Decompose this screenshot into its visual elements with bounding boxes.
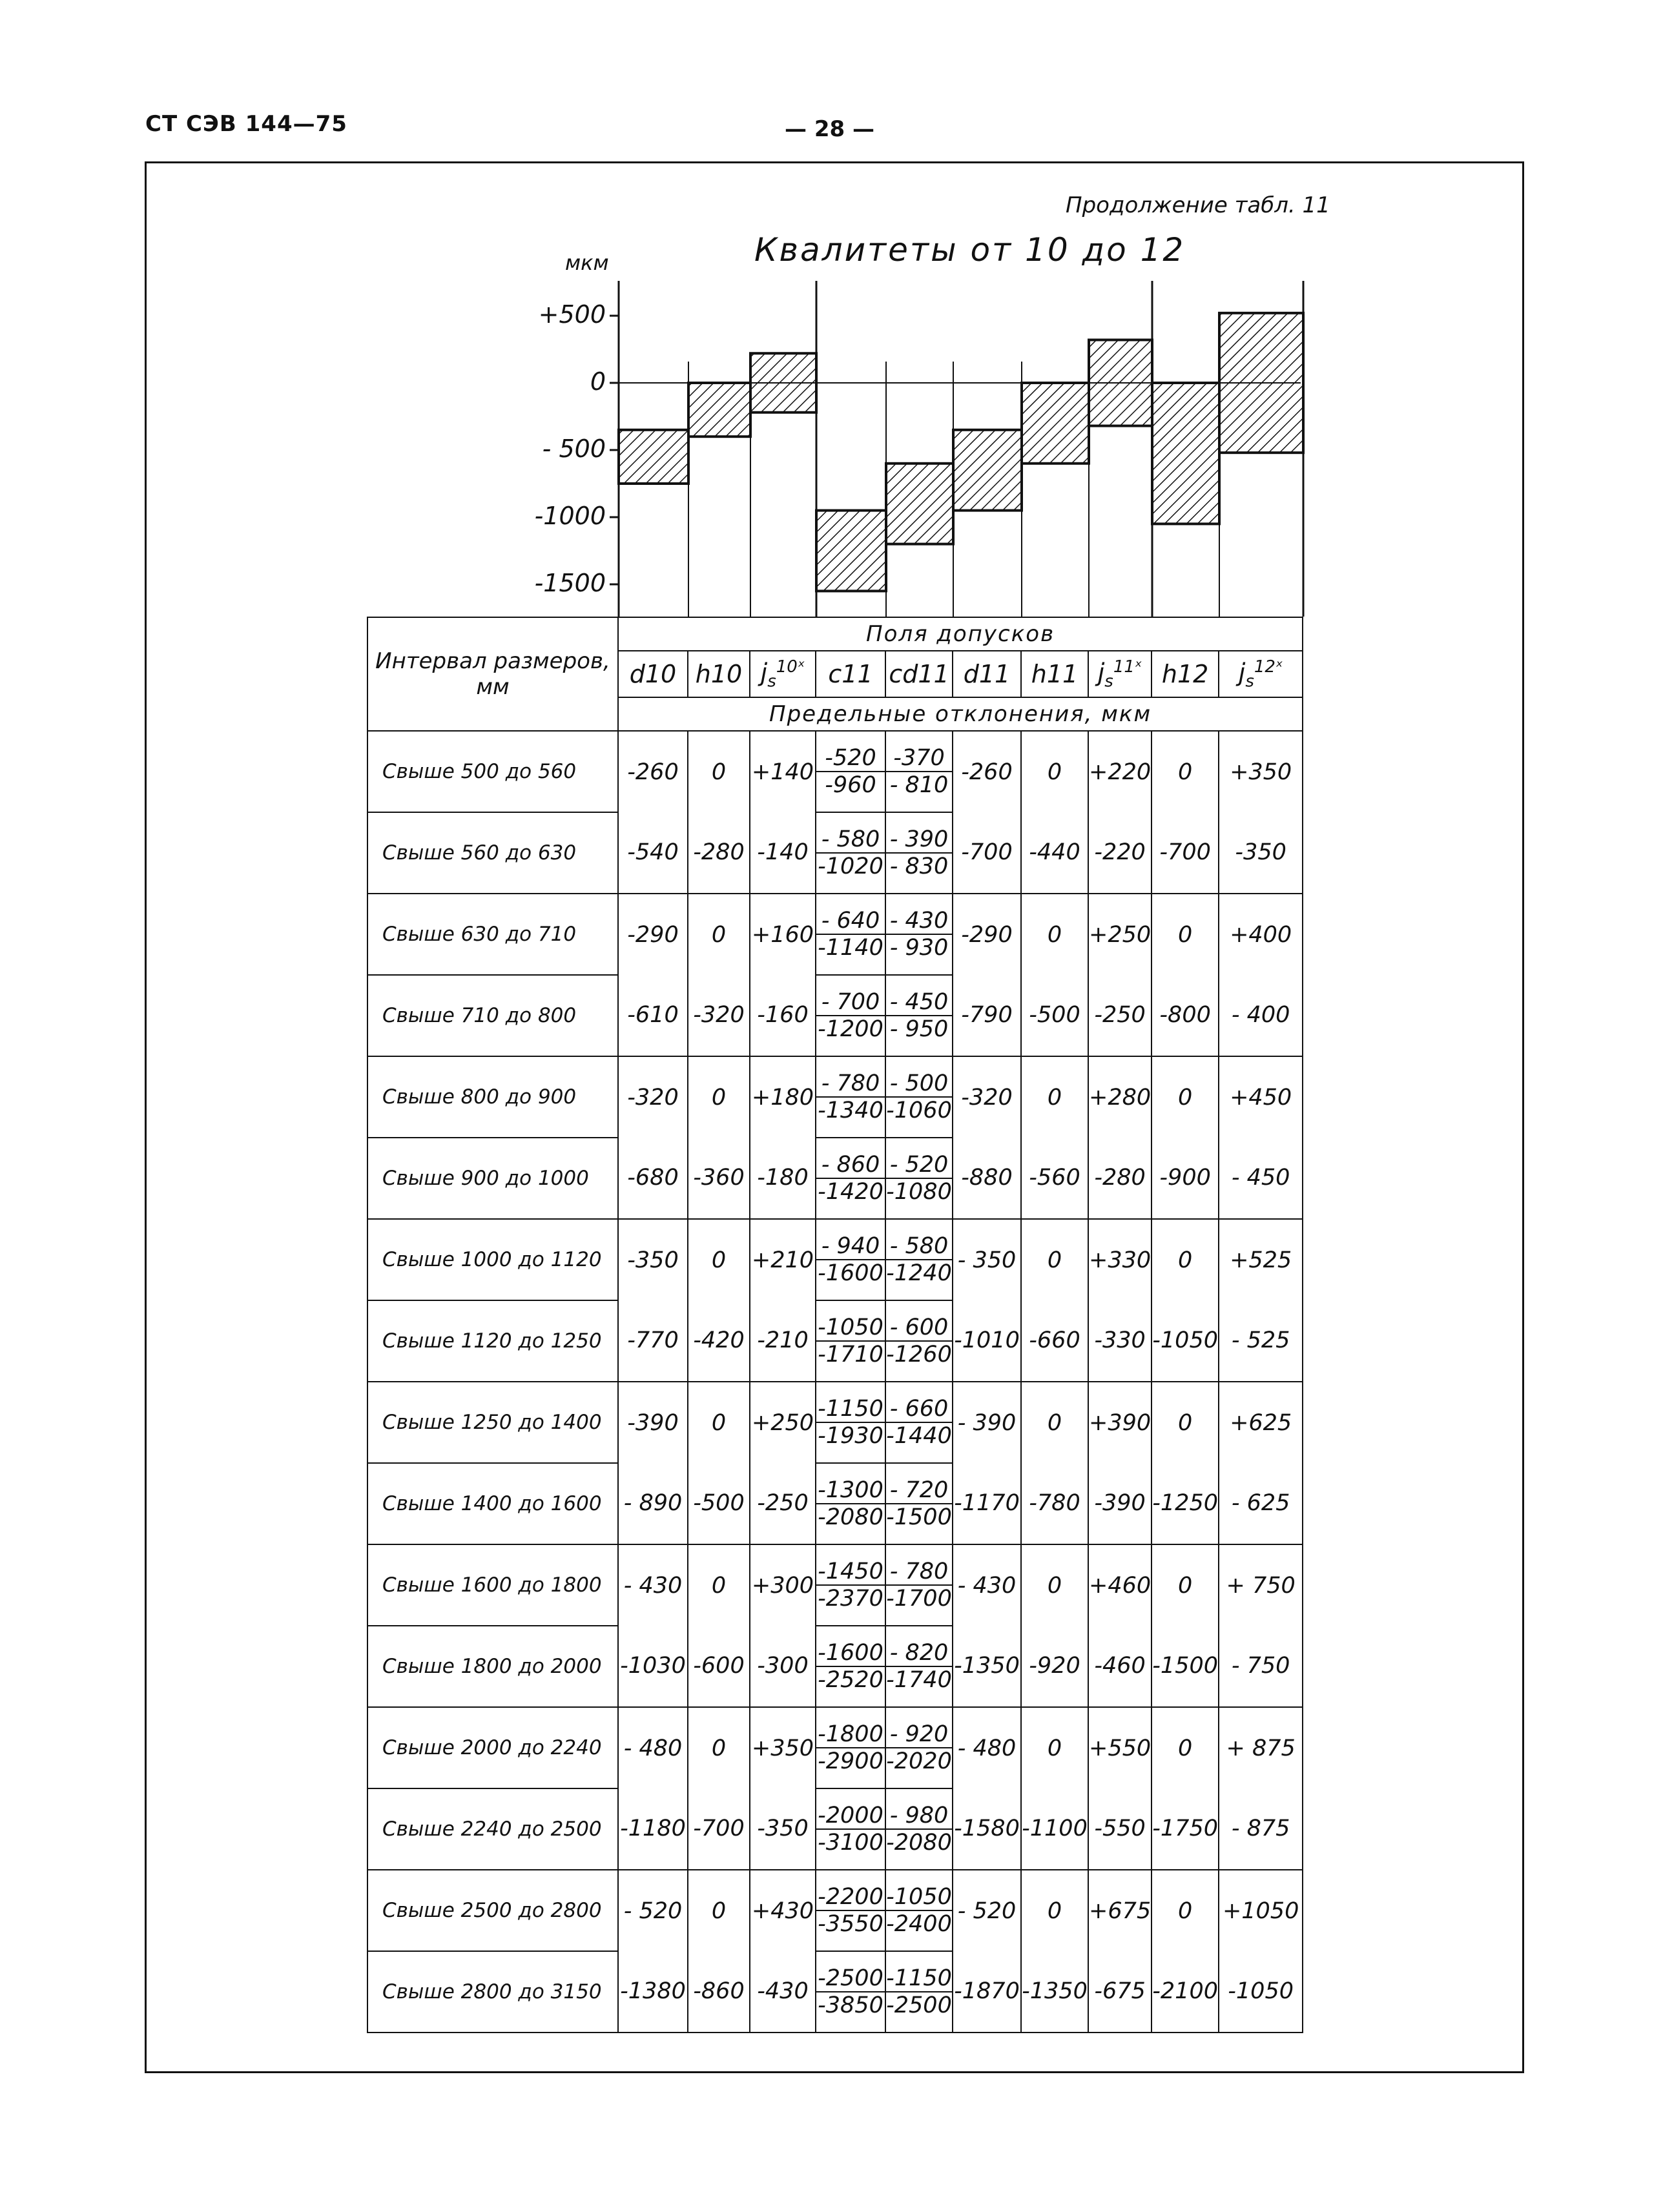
deviation-js10: +180 -180 xyxy=(750,1056,816,1219)
deviation-h12: 0 -900 xyxy=(1152,1056,1219,1219)
deviation-js10: +210 -210 xyxy=(750,1219,816,1382)
deviation-js12: + 750 - 750 xyxy=(1219,1544,1303,1707)
deviation-cd11: - 920 -2020 xyxy=(885,1707,953,1788)
deviation-c11: -520 -960 xyxy=(816,731,885,812)
deviation-js12: +350 -350 xyxy=(1219,731,1303,894)
deviation-h11: 0 -1100 xyxy=(1021,1707,1088,1870)
deviation-c11: - 580 -1020 xyxy=(816,812,885,894)
deviation-d10: -390 - 890 xyxy=(618,1382,688,1544)
field-name: h12 xyxy=(1152,651,1219,697)
deviation-cd11: - 780 -1700 xyxy=(885,1544,953,1626)
field-name: d10 xyxy=(618,651,688,697)
y-tick-label: +500 xyxy=(538,300,606,329)
deviation-d10: - 430 -1030 xyxy=(618,1544,688,1707)
deviation-h12: 0 -800 xyxy=(1152,894,1219,1056)
field-name: c11 xyxy=(816,651,885,697)
deviation-js11: +390 -390 xyxy=(1088,1382,1152,1544)
deviation-js10: +350 -350 xyxy=(750,1707,816,1870)
field-name: h11 xyxy=(1021,651,1088,697)
deviation-h10: 0 -700 xyxy=(688,1707,750,1870)
deviation-h11: 0 -660 xyxy=(1021,1219,1088,1382)
deviation-js12: +1050 -1050 xyxy=(1219,1870,1303,2033)
table-row xyxy=(367,1870,1303,1951)
tolerance-table xyxy=(367,617,1303,2033)
tolerance-band-d10 xyxy=(619,430,688,484)
field-name: $j_s^{10ˣ}$ xyxy=(750,651,816,697)
size-range: Свыше 630 до 710 xyxy=(367,894,618,975)
deviation-d10: -290 -610 xyxy=(618,894,688,1056)
deviation-d10: -320 -680 xyxy=(618,1056,688,1219)
deviation-h11: 0 -560 xyxy=(1021,1056,1088,1219)
deviation-js11: +330 -330 xyxy=(1088,1219,1152,1382)
deviation-js12: +625 - 625 xyxy=(1219,1382,1303,1544)
field-name: cd11 xyxy=(885,651,953,697)
tolerance-band-js10 xyxy=(750,353,816,413)
deviation-c11: - 700 -1200 xyxy=(816,975,885,1056)
deviation-c11: -1050 -1710 xyxy=(816,1300,885,1382)
deviation-h12: 0 -1250 xyxy=(1152,1382,1219,1544)
tolerance-chart xyxy=(0,0,1663,620)
deviation-d11: -290 -790 xyxy=(953,894,1021,1056)
deviation-h11: 0 -500 xyxy=(1021,894,1088,1056)
table-row xyxy=(367,894,1303,975)
deviation-h12: 0 -1750 xyxy=(1152,1707,1219,1870)
table-row xyxy=(367,1056,1303,1138)
deviation-c11: -1450 -2370 xyxy=(816,1544,885,1626)
tolerance-band-h11 xyxy=(1022,383,1089,464)
deviation-c11: - 780 -1340 xyxy=(816,1056,885,1138)
deviation-c11: -2000 -3100 xyxy=(816,1788,885,1870)
deviation-h10: 0 -360 xyxy=(688,1056,750,1219)
deviation-d10: - 520 -1380 xyxy=(618,1870,688,2033)
deviation-h10: 0 -420 xyxy=(688,1219,750,1382)
size-range: Свыше 1800 до 2000 xyxy=(367,1626,618,1707)
deviation-d11: - 390 -1170 xyxy=(953,1382,1021,1544)
deviation-js11: +460 -460 xyxy=(1088,1544,1152,1707)
deviation-c11: -2500 -3850 xyxy=(816,1951,885,2033)
table-row xyxy=(367,1544,1303,1626)
deviation-h11: 0 -440 xyxy=(1021,731,1088,894)
deviation-h10: 0 -500 xyxy=(688,1382,750,1544)
deviation-d10: -350 -770 xyxy=(618,1219,688,1382)
deviation-js12: +450 - 450 xyxy=(1219,1056,1303,1219)
deviation-cd11: - 720 -1500 xyxy=(885,1463,953,1544)
deviation-h11: 0 -780 xyxy=(1021,1382,1088,1544)
tolerance-band-h12 xyxy=(1152,383,1219,524)
table-row xyxy=(367,731,1303,812)
deviation-c11: -2200 -3550 xyxy=(816,1870,885,1951)
y-tick-label: - 500 xyxy=(542,435,606,463)
deviation-cd11: -1150 -2500 xyxy=(885,1951,953,2033)
deviation-c11: - 940 -1600 xyxy=(816,1219,885,1300)
deviation-js11: +550 -550 xyxy=(1088,1707,1152,1870)
size-range: Свыше 900 до 1000 xyxy=(367,1138,618,1219)
size-range: Свыше 500 до 560 xyxy=(367,731,618,812)
field-name: $j_s^{12ˣ}$ xyxy=(1219,651,1303,697)
deviation-d11: - 430 -1350 xyxy=(953,1544,1021,1707)
tolerance-band-js11 xyxy=(1089,340,1152,425)
size-range: Свыше 2800 до 3150 xyxy=(367,1951,618,2033)
deviation-h10: 0 -280 xyxy=(688,731,750,894)
deviation-cd11: -370 - 810 xyxy=(885,731,953,812)
size-range: Свыше 2000 до 2240 xyxy=(367,1707,618,1788)
size-range: Свыше 1600 до 1800 xyxy=(367,1544,618,1626)
deviation-h10: 0 -320 xyxy=(688,894,750,1056)
deviation-cd11: - 450 - 950 xyxy=(885,975,953,1056)
tolerance-band-d11 xyxy=(953,430,1022,511)
deviation-h10: 0 -860 xyxy=(688,1870,750,2033)
deviations-header: Предельные отклонения, мкм xyxy=(618,697,1303,731)
deviation-cd11: - 500 -1060 xyxy=(885,1056,953,1138)
deviation-c11: -1800 -2900 xyxy=(816,1707,885,1788)
deviation-cd11: - 580 -1240 xyxy=(885,1219,953,1300)
deviation-js11: +675 -675 xyxy=(1088,1870,1152,2033)
deviation-js10: +300 -300 xyxy=(750,1544,816,1707)
deviation-cd11: - 520 -1080 xyxy=(885,1138,953,1219)
deviation-c11: -1600 -2520 xyxy=(816,1626,885,1707)
deviation-h11: 0 -1350 xyxy=(1021,1870,1088,2033)
deviation-js12: +525 - 525 xyxy=(1219,1219,1303,1382)
fields-header: Поля допусков xyxy=(618,617,1303,651)
deviation-js10: +140 -140 xyxy=(750,731,816,894)
size-range: Свыше 560 до 630 xyxy=(367,812,618,894)
deviation-d11: - 520 -1870 xyxy=(953,1870,1021,2033)
page-number: — 28 — xyxy=(785,116,874,142)
size-range: Свыше 2500 до 2800 xyxy=(367,1870,618,1951)
y-tick-label: 0 xyxy=(590,367,606,396)
tolerance-band-c11 xyxy=(816,511,886,591)
deviation-h12: 0 -1050 xyxy=(1152,1219,1219,1382)
deviation-d10: - 480 -1180 xyxy=(618,1707,688,1870)
deviation-d11: - 480 -1580 xyxy=(953,1707,1021,1870)
deviation-js10: +430 -430 xyxy=(750,1870,816,2033)
deviation-cd11: - 660 -1440 xyxy=(885,1382,953,1463)
deviation-d11: -320 -880 xyxy=(953,1056,1021,1219)
field-name: $j_s^{11ˣ}$ xyxy=(1088,651,1152,697)
field-name: h10 xyxy=(688,651,750,697)
deviation-h11: 0 -920 xyxy=(1021,1544,1088,1707)
table-row xyxy=(367,1382,1303,1463)
deviation-js12: +400 - 400 xyxy=(1219,894,1303,1056)
deviation-cd11: - 980 -2080 xyxy=(885,1788,953,1870)
deviation-cd11: - 820 -1740 xyxy=(885,1626,953,1707)
size-range: Свыше 1400 до 1600 xyxy=(367,1463,618,1544)
deviation-js11: +220 -220 xyxy=(1088,731,1152,894)
deviation-d10: -260 -540 xyxy=(618,731,688,894)
table-row xyxy=(367,1707,1303,1788)
deviation-c11: - 860 -1420 xyxy=(816,1138,885,1219)
size-range: Свыше 800 до 900 xyxy=(367,1056,618,1138)
deviation-cd11: - 600 -1260 xyxy=(885,1300,953,1382)
deviation-js12: + 875 - 875 xyxy=(1219,1707,1303,1870)
deviation-js10: +160 -160 xyxy=(750,894,816,1056)
tolerance-band-h10 xyxy=(688,383,750,436)
continuation-note: Продолжение табл. 11 xyxy=(1066,192,1330,218)
size-range: Свыше 2240 до 2500 xyxy=(367,1788,618,1870)
deviation-c11: -1150 -1930 xyxy=(816,1382,885,1463)
deviation-c11: - 640 -1140 xyxy=(816,894,885,975)
tolerance-band-js12 xyxy=(1219,313,1303,453)
deviation-h12: 0 -700 xyxy=(1152,731,1219,894)
deviation-h12: 0 -1500 xyxy=(1152,1544,1219,1707)
size-range: Свыше 1120 до 1250 xyxy=(367,1300,618,1382)
deviation-js11: +280 -280 xyxy=(1088,1056,1152,1219)
deviation-h12: 0 -2100 xyxy=(1152,1870,1219,2033)
deviation-d11: - 350 -1010 xyxy=(953,1219,1021,1382)
deviation-d11: -260 -700 xyxy=(953,731,1021,894)
deviation-js11: +250 -250 xyxy=(1088,894,1152,1056)
deviation-h10: 0 -600 xyxy=(688,1544,750,1707)
chart-unit-label: мкм xyxy=(565,251,609,275)
interval-header: Интервал размеров, мм xyxy=(367,617,618,731)
deviation-cd11: - 430 - 930 xyxy=(885,894,953,975)
tolerance-band-cd11 xyxy=(886,464,953,544)
deviation-c11: -1300 -2080 xyxy=(816,1463,885,1544)
table-row xyxy=(367,1219,1303,1300)
y-tick-label: -1000 xyxy=(534,502,606,530)
size-range: Свыше 1250 до 1400 xyxy=(367,1382,618,1463)
size-range: Свыше 1000 до 1120 xyxy=(367,1219,618,1300)
deviation-js10: +250 -250 xyxy=(750,1382,816,1544)
standard-designation: СТ СЭВ 144—75 xyxy=(145,111,347,137)
size-range: Свыше 710 до 800 xyxy=(367,975,618,1056)
deviation-cd11: - 390 - 830 xyxy=(885,812,953,894)
field-name: d11 xyxy=(953,651,1021,697)
deviation-cd11: -1050 -2400 xyxy=(885,1870,953,1951)
y-tick-label: -1500 xyxy=(534,569,606,597)
chart-title: Квалитеты от 10 до 12 xyxy=(754,231,1186,269)
